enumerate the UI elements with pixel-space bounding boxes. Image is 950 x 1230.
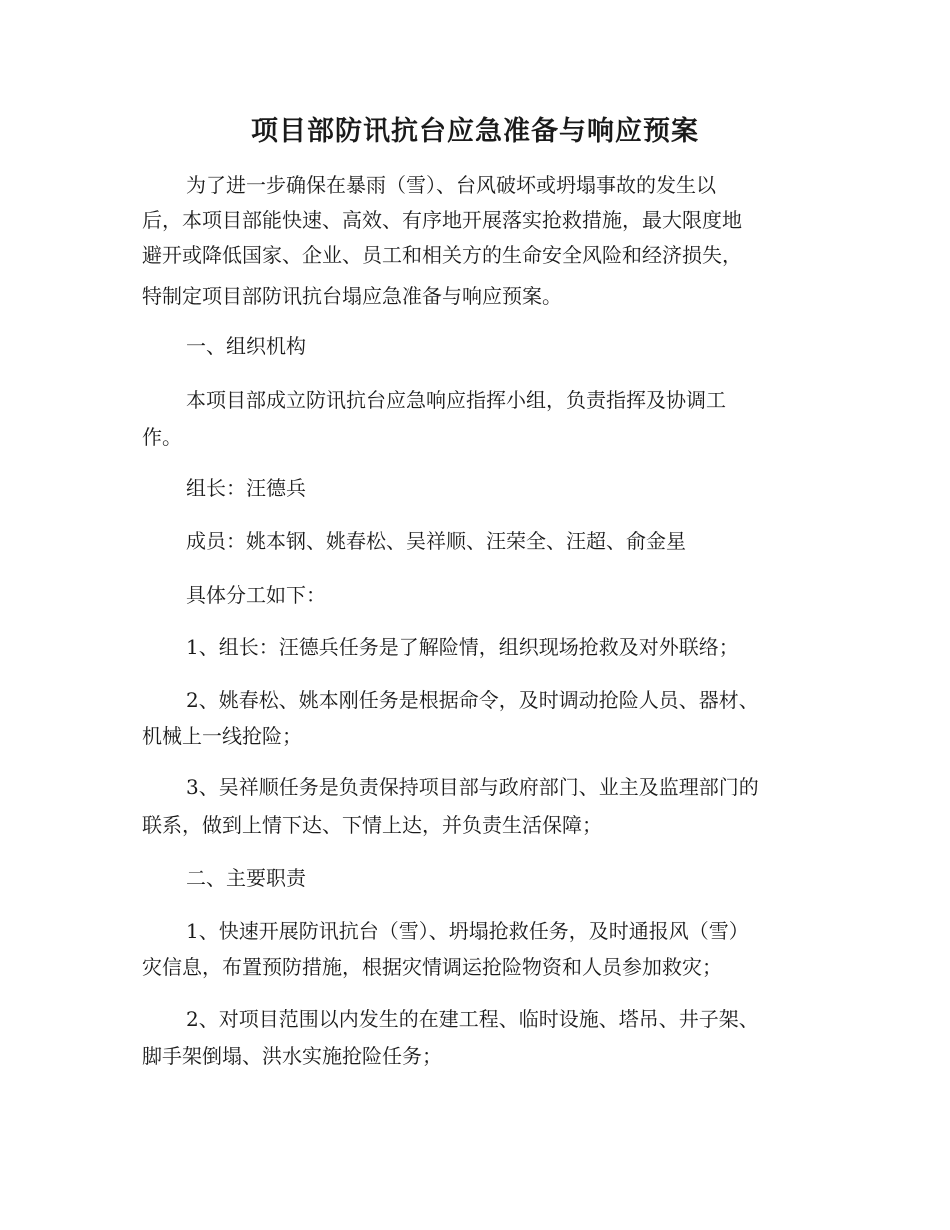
intro-line: 特制定项目部防讯抗台塌应急准备与响应预案。 [142, 284, 562, 308]
list-item: 2、对项目范围以内发生的在建工程、临时设施、塔吊、井子架、 [186, 1007, 759, 1031]
page-title: 项目部防讯抗台应急准备与响应预案 [251, 116, 699, 147]
list-item-continuation: 联系，做到上情下达、下情上达，并负责生活保障； [142, 813, 602, 837]
section-heading-organization: 一、组织机构 [186, 334, 306, 358]
section-heading-duties: 二、主要职责 [186, 866, 306, 890]
leader-line: 组长：汪德兵 [186, 476, 306, 500]
intro-line: 避开或降低国家、企业、员工和相关方的生命安全风险和经济损失， [142, 243, 742, 267]
list-item-continuation: 脚手架倒塌、洪水实施抢险任务； [142, 1044, 442, 1068]
intro-line: 后，本项目部能快速、高效、有序地开展落实抢救措施，最大限度地 [142, 208, 742, 232]
list-item: 2、姚春松、姚本刚任务是根据命令，及时调动抢险人员、器材、 [186, 688, 759, 712]
paragraph-line: 作。 [142, 425, 182, 449]
list-item-continuation: 灾信息，布置预防措施，根据灾情调运抢险物资和人员参加救灾； [142, 955, 722, 979]
division-intro: 具体分工如下： [186, 583, 326, 607]
paragraph-line: 本项目部成立防讯抗台应急响应指挥小组，负责指挥及协调工 [186, 388, 726, 412]
intro-line: 为了进一步确保在暴雨（雪）、台风破坏或坍塌事故的发生以 [186, 173, 716, 197]
members-line: 成员：姚本钢、姚春松、吴祥顺、汪荣全、汪超、俞金星 [186, 529, 686, 553]
list-item: 3、吴祥顺任务是负责保持项目部与政府部门、业主及监理部门的 [186, 775, 759, 799]
list-item: 1、快速开展防讯抗台（雪）、坍塌抢救任务，及时通报风（雪） [186, 919, 749, 943]
list-item: 1、组长：汪德兵任务是了解险情，组织现场抢救及对外联络； [186, 635, 739, 659]
list-item-continuation: 机械上一线抢险； [142, 724, 302, 748]
